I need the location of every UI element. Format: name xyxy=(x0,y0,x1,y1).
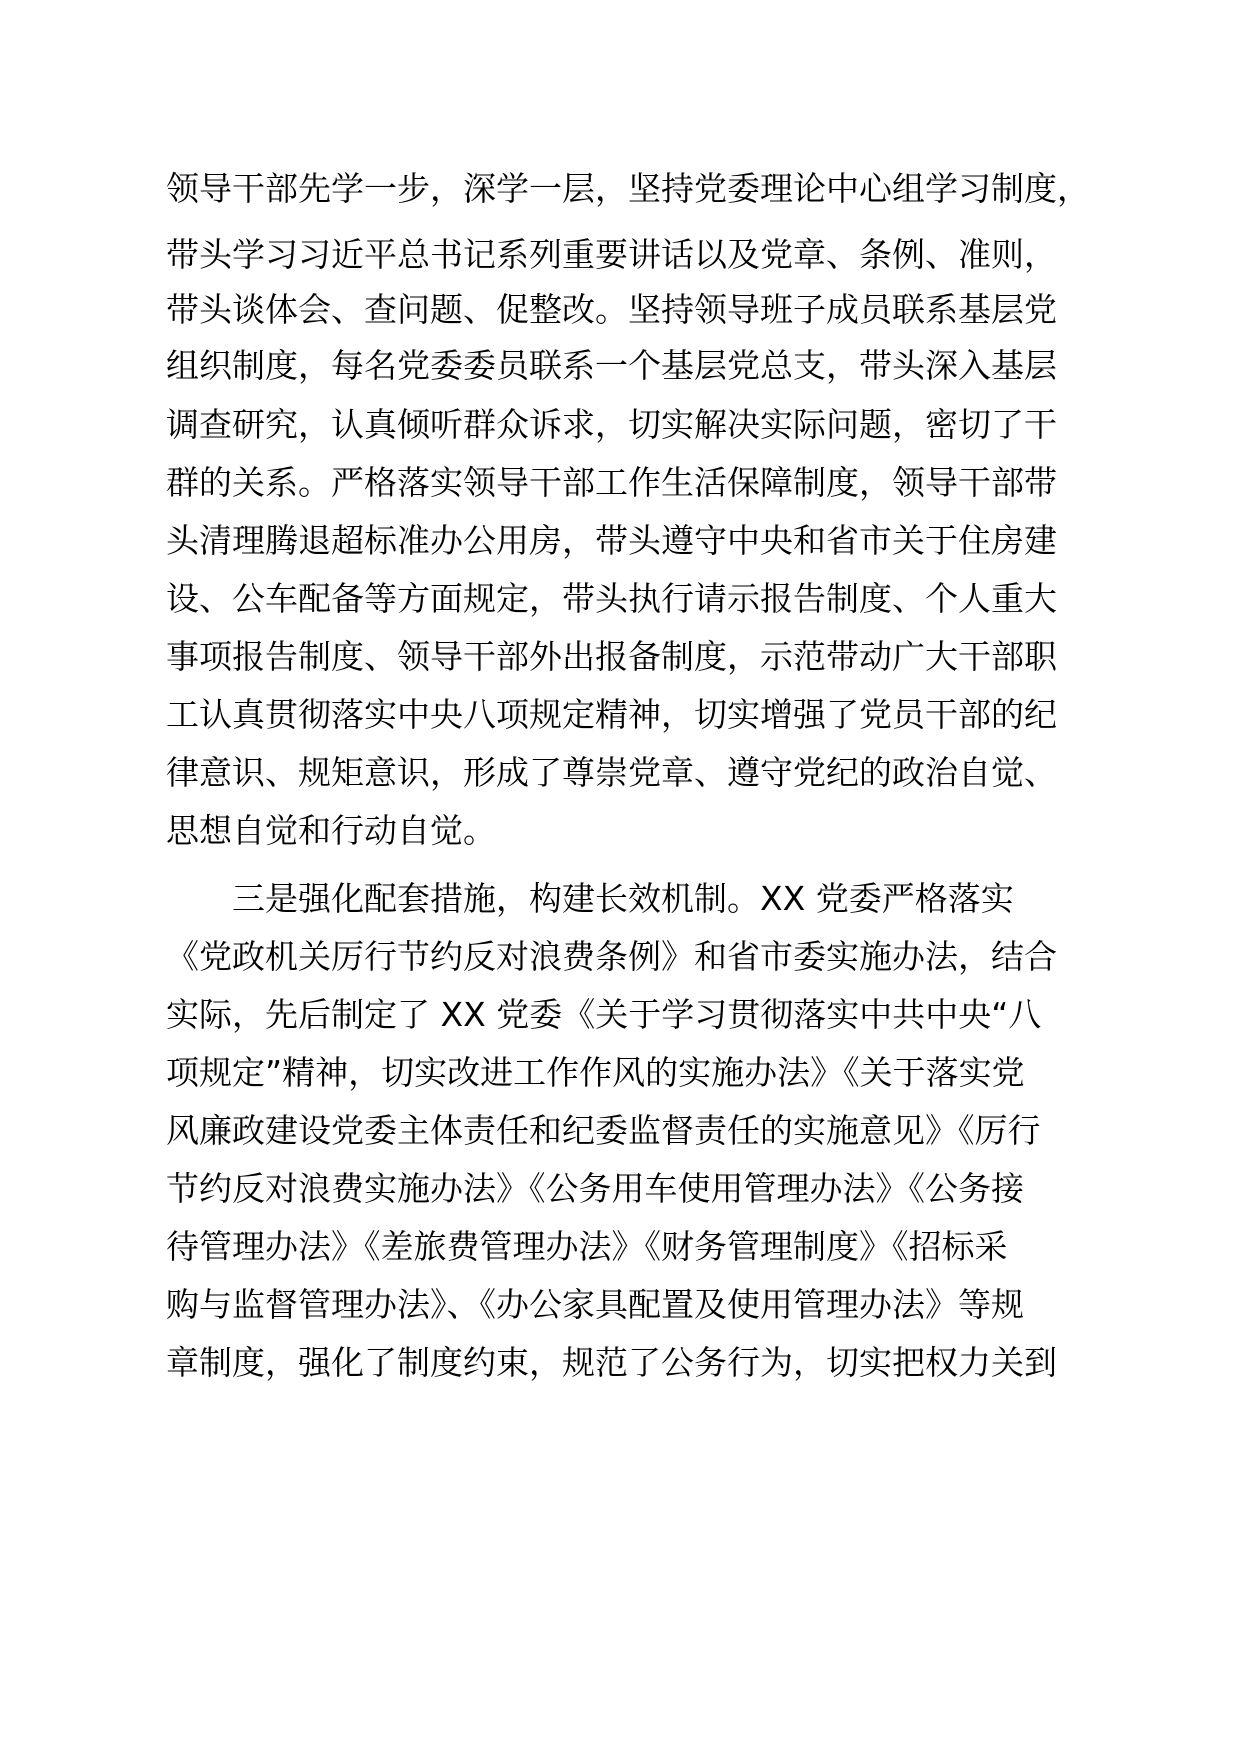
paragraph-1-line: 带头学习习近平总书记系列重要讲话以及党章、条例、准则， xyxy=(166,235,1057,274)
paragraph-2-line: 三是强化配套措施，构建长效机制。XX 党委严格落实 xyxy=(232,879,1014,918)
paragraph-2-line: 章制度，强化了制度约束，规范了公务行为，切实把权力关到 xyxy=(166,1343,1057,1382)
paragraph-2-line: 风廉政建设党委主体责任和纪委监督责任的实施意见》《厉行 xyxy=(166,1111,1041,1150)
paragraph-1-line: 工认真贯彻落实中央八项规定精神，切实增强了党员干部的纪 xyxy=(166,695,1057,734)
paragraph-2-line: 项规定”精神，切实改进工作作风的实施办法》《关于落实党 xyxy=(166,1053,1025,1092)
paragraph-1-line: 事项报告制度、领导干部外出报备制度，示范带动广大干部职 xyxy=(166,637,1057,676)
paragraph-1-line: 领导干部先学一步，深学一层，坚持党委理论中心组学习制度， xyxy=(166,169,1090,208)
paragraph-2-line: 节约反对浪费实施办法》《公务用车使用管理办法》《公务接 xyxy=(166,1169,1024,1208)
paragraph-1-line: 头清理腾退超标准办公用房，带头遵守中央和省市关于住房建 xyxy=(166,521,1057,560)
paragraph-1-line: 思想自觉和行动自觉。 xyxy=(166,811,496,850)
paragraph-2-line: 《党政机关厉行节约反对浪费条例》和省市委实施办法，结合 xyxy=(166,937,1057,976)
paragraph-1-line: 带头谈体会、查问题、促整改。坚持领导班子成员联系基层党 xyxy=(166,290,1057,329)
paragraph-1-line: 群的关系。严格落实领导干部工作生活保障制度，领导干部带 xyxy=(166,463,1057,502)
paragraph-1-line: 律意识、规矩意识，形成了尊崇党章、遵守党纪的政治自觉、 xyxy=(166,753,1057,792)
paragraph-1-line: 设、公车配备等方面规定，带头执行请示报告制度、个人重大 xyxy=(166,579,1057,618)
paragraph-2-line: 待管理办法》《差旅费管理办法》《财务管理制度》《招标采 xyxy=(166,1227,1008,1266)
paragraph-1-line: 调查研究，认真倾听群众诉求，切实解决实际问题，密切了干 xyxy=(166,405,1057,444)
paragraph-2-line: 实际，先后制定了 XX 党委《关于学习贯彻落实中共中央“八 xyxy=(166,995,1042,1034)
paragraph-1-line: 组织制度，每名党委委员联系一个基层党总支，带头深入基层 xyxy=(166,346,1057,385)
paragraph-2-line: 购与监督管理办法》、《办公家具配置及使用管理办法》等规 xyxy=(166,1285,1024,1324)
